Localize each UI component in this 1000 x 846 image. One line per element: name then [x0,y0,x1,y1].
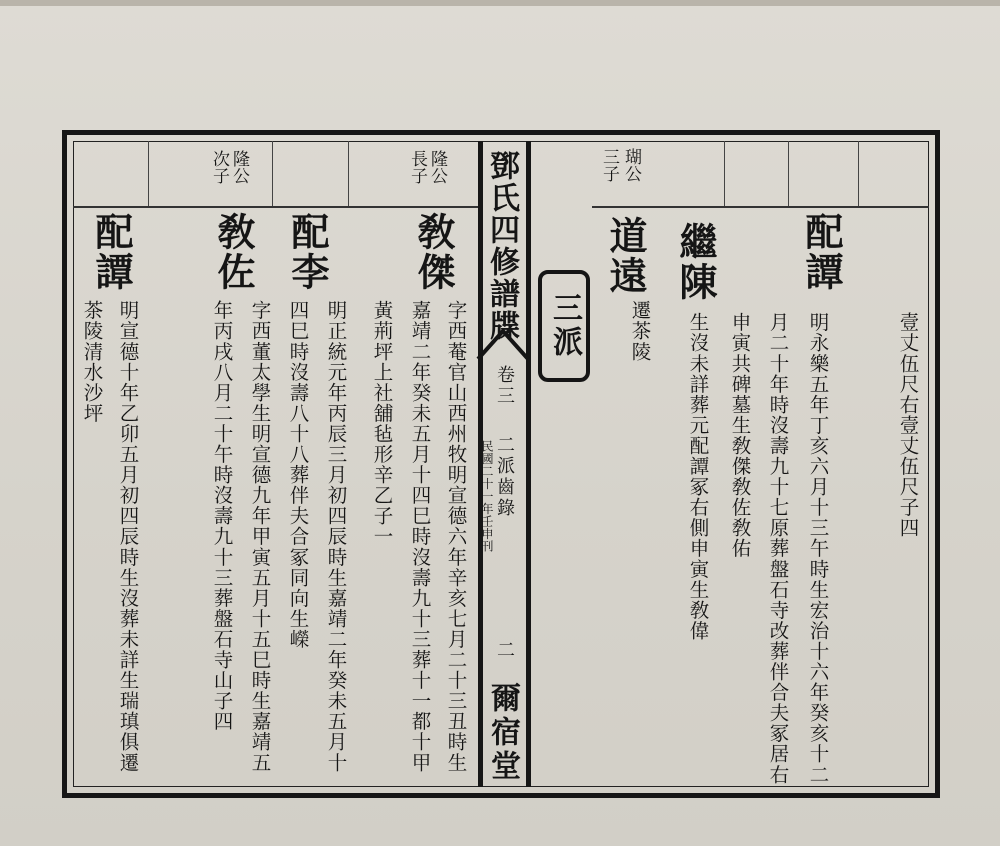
wife-bio-line-2: 月二十年時沒壽九十七原葬盤石寺改葬伴合夫冢居右 [766,312,790,785]
hall-name: 爾宿堂 [485,682,520,784]
volume-label: 卷三 [494,365,515,407]
p1-wife-bio-line-1: 明正統元年丙辰三月初四辰時生嘉靖二年癸未五月十 [324,300,348,773]
header-rule-right [592,206,929,208]
wife-bio-line-3: 申寅共碑墓生敎傑敎佐敎佑 [728,312,752,559]
header-rule-left [73,206,481,208]
second-wife-label: 繼陳 [673,222,718,302]
p1-bio-line-2: 嘉靖二年癸未五月十四巳時沒壽九十三葬十一都十甲 [408,300,432,773]
section-badge [538,270,590,382]
son-name: 道遠 [603,216,648,296]
wife-label: 配譚 [799,212,844,292]
p1-name: 敎傑 [411,212,456,292]
print-date: 民國二十一年壬申刊 [480,440,494,553]
grave-measure: 壹丈伍尺右壹丈伍尺子四 [896,312,920,539]
page-number: 二 [494,640,515,661]
p1-father: 隆公 [427,150,447,184]
wife-bio-line-1: 明永樂五年丁亥六月十三午時生宏治十六年癸亥十二 [806,312,830,785]
book-title: 鄧氏四修譜牒 [484,150,519,342]
column-rule [272,141,273,206]
p2-father: 隆公 [229,150,249,184]
column-rule [348,141,349,206]
p2-wife-label: 配譚 [89,212,134,292]
p2-wife-bio-line-2: 茶陵清水沙坪 [80,300,104,424]
son-father: 瑚公 [621,148,641,182]
p2-bio-line-1: 字西董太學生明宣德九年甲寅五月十五巳時生嘉靖五 [248,300,272,773]
column-rule [788,141,789,206]
p2-bio-line-2: 年丙戌八月二十午時沒壽九十三葬盤石寺山子四 [210,300,234,732]
column-rule [858,141,859,206]
p2-rank: 次子 [209,150,229,184]
p1-bio-line-1: 字西菴官山西州牧明宣德六年辛亥七月二十三丑時生 [444,300,468,773]
section-badge-label: 三派 [547,292,582,360]
p1-rank: 長子 [407,150,427,184]
p1-wife-bio-line-2: 四巳時沒壽八十八葬伴夫合冢同向生嶸 [286,300,310,650]
second-wife-bio: 生沒未詳葬元配譚冢右側申寅生敎偉 [686,312,710,641]
fishtail-mark-icon [475,325,531,365]
son-note: 遷茶陵 [628,300,652,362]
p1-bio-line-3: 黃荊坪上社舖毡形辛乙子一 [370,300,394,547]
son-rank: 三子 [599,148,619,182]
spine-border-right [526,141,531,787]
p1-wife-label: 配李 [285,212,330,292]
p2-wife-bio-line-1: 明宣德十年乙卯五月初四辰時生沒葬未詳生瑞瑱俱遷 [116,300,140,773]
column-rule [148,141,149,206]
p2-name: 敎佐 [211,212,256,292]
column-rule [724,141,725,206]
section-label: 二派齒錄 [494,435,515,519]
